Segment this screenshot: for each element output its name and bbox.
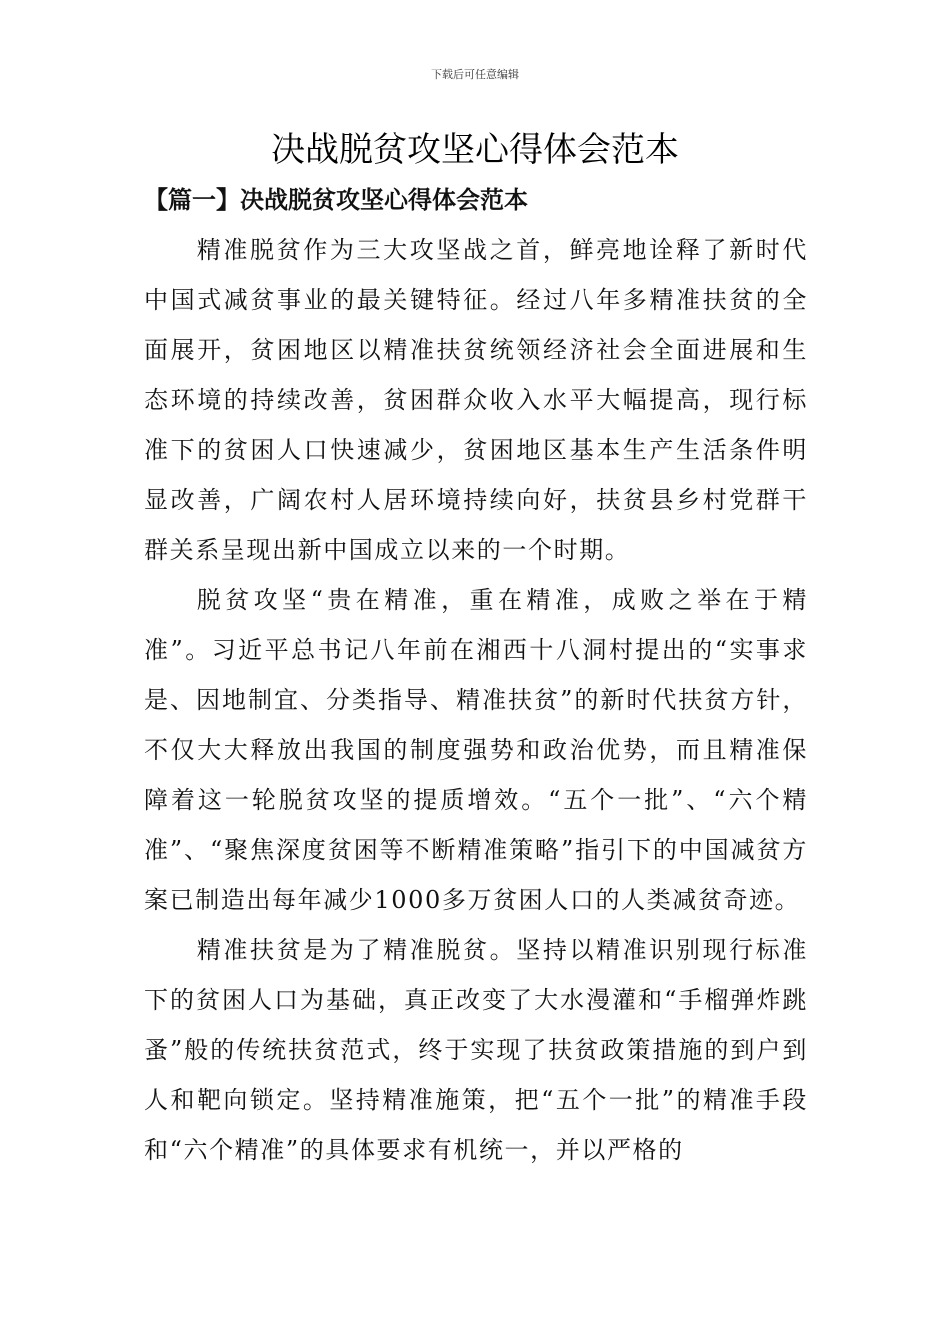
section-heading: 【篇一】决战脱贫攻坚心得体会范本: [144, 185, 528, 214]
document-title: 决战脱贫攻坚心得体会范本: [271, 130, 679, 170]
paragraph: 精准扶贫是为了精准脱贫。坚持以精准识别现行标准下的贫困人口为基础，真正改变了大水漫灌和“手榴弹炸跳蚤”般的传统扶贫范式，终于实现了扶贫政策措施的到户到人和靶向锁定。坚持精准施策，把“五个一批”的精准手段和“六个精准”的具体要求有机统一，并以严格的: [144, 936, 808, 1164]
paragraph: 精准脱贫作为三大攻坚战之首，鲜亮地诠释了新时代中国式减贫事业的最关键特征。经过八年多精准扶贫的全面展开，贫困地区以精准扶贫统领经济社会全面进展和生态环境的持续改善，贫困群众收入水平大幅提高，现行标准下的贫困人口快速减少，贫困地区基本生产生活条件明显改善，广阔农村人居环境持续向好，扶贫县乡村党群干群关系呈现出新中国成立以来的一个时期。: [144, 236, 808, 564]
paragraph: 脱贫攻坚“贵在精准，重在精准，成败之举在于精准”。习近平总书记八年前在湘西十八洞村提出的“实事求是、因地制宜、分类指导、精准扶贫”的新时代扶贫方针，不仅大大释放出我国的制度强势和政治优势，而且精准保障着这一轮脱贫攻坚的提质增效。“五个一批”、“六个精准”、“聚焦深度贫困等不断精准策略”指引下的中国减贫方案已制造出每年减少1000多万贫困人口的人类减贫奇迹。: [144, 586, 808, 914]
body-text: [144, 225, 808, 1175]
header-note: 下载后可任意编辑: [431, 68, 519, 81]
